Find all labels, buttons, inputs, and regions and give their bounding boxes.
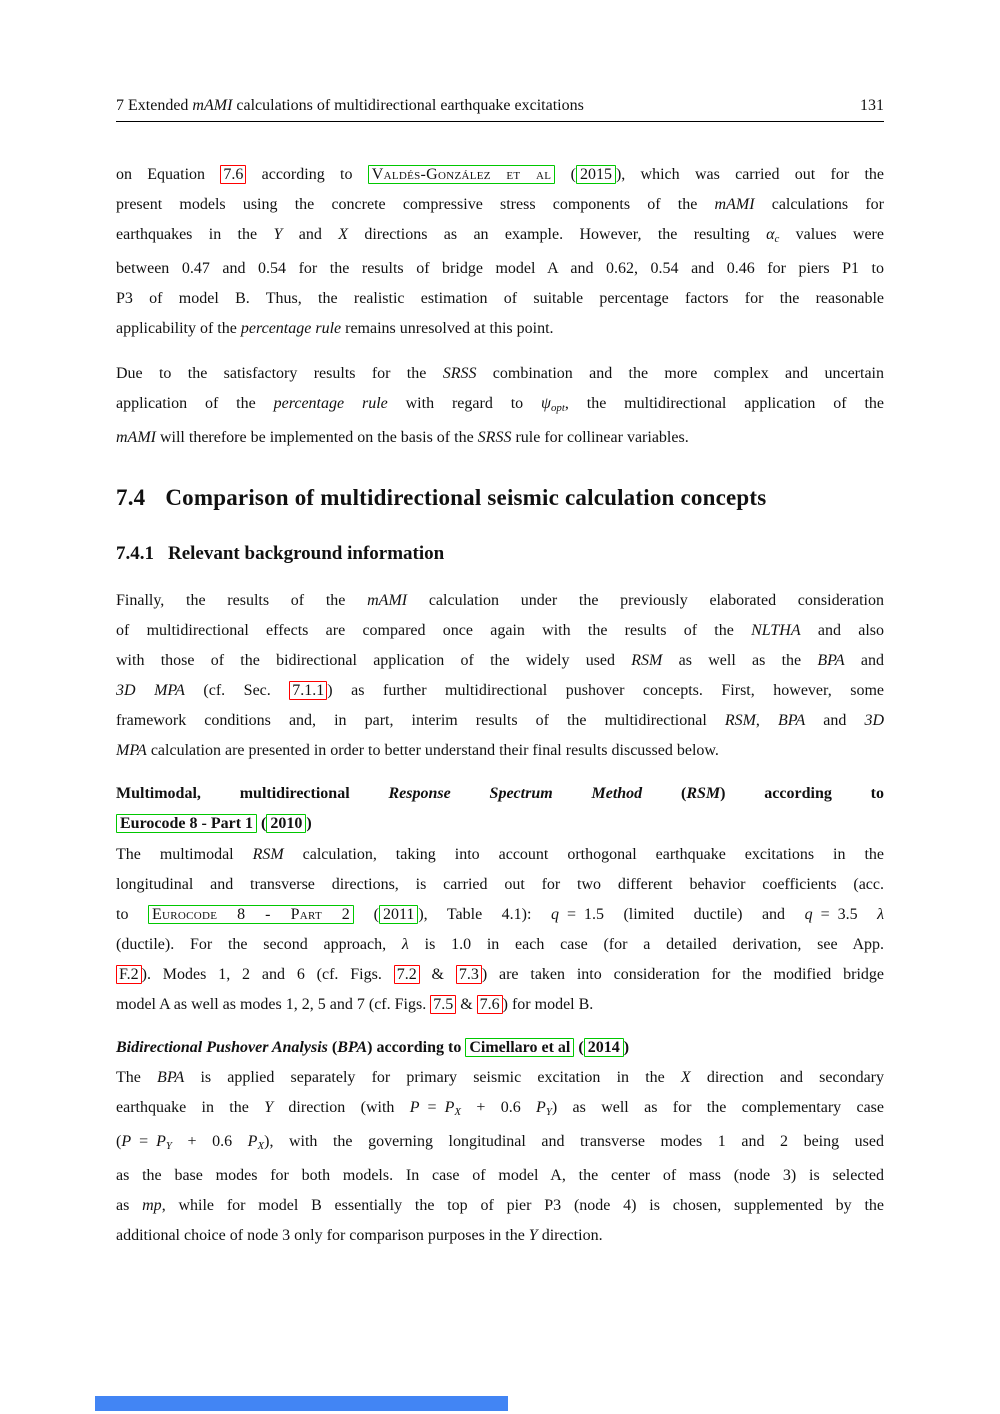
paragraph — [116, 160, 884, 344]
text-segment: mAMI — [192, 97, 233, 114]
text-line — [116, 1093, 884, 1127]
text-segment: and — [282, 226, 339, 243]
text-segment: of multidirectional effects are compared once again with the results of the — [116, 622, 752, 639]
subsection-heading — [116, 542, 884, 566]
reference-link[interactable]: 7.6 — [220, 165, 246, 184]
text-segment: The multimodal — [116, 846, 253, 863]
text-segment: P — [409, 1099, 420, 1116]
text-line — [116, 254, 884, 284]
text-segment: ( — [116, 1133, 122, 1150]
header-title — [116, 96, 584, 116]
text-line — [116, 389, 884, 423]
text-segment: direction (with — [273, 1099, 410, 1116]
text-segment: P — [536, 1099, 546, 1116]
paragraph — [116, 1063, 884, 1251]
paragraph-heading — [116, 1033, 884, 1063]
text-segment: (cf. Sec. — [184, 682, 290, 699]
text-segment: X — [454, 1106, 461, 1118]
citation-link[interactable]: Eurocode 8 - Part 2 — [148, 905, 354, 924]
text-line — [116, 736, 884, 766]
text-segment: = — [812, 906, 838, 923]
text-line — [116, 586, 884, 616]
text-segment: to — [116, 906, 148, 923]
text-segment: is 1.0 in each case (for a detailed derivation, see App. — [408, 936, 884, 953]
text-line — [116, 220, 884, 254]
text-segment: 3D MPA — [116, 682, 185, 699]
text-segment: λ — [401, 936, 409, 953]
text-line — [116, 676, 884, 706]
text-line — [116, 930, 884, 960]
text-segment: ) for model B. — [502, 996, 594, 1013]
text-line — [116, 314, 884, 344]
text-segment: c — [774, 233, 780, 245]
text-line — [116, 1161, 884, 1191]
text-segment: BPA — [157, 1069, 185, 1086]
text-segment: Y — [165, 1140, 172, 1152]
text-segment: on Equation — [116, 166, 221, 183]
text-line — [116, 646, 884, 676]
section-heading — [116, 483, 884, 513]
bottom-highlight-bar — [95, 1396, 508, 1411]
text-segment: opt — [550, 402, 565, 414]
text-line — [116, 423, 884, 453]
text-segment: SRSS — [442, 365, 477, 382]
text-segment: (ductile). For the second approach, — [116, 936, 402, 953]
text-line — [116, 190, 884, 220]
text-segment: Bidirectional Pushover Analysis — [116, 1039, 328, 1056]
text-segment: ( — [574, 1039, 584, 1056]
citation-link[interactable]: 2015 — [576, 165, 616, 184]
text-segment: mp — [142, 1197, 162, 1214]
text-segment: Finally, the results of the — [116, 592, 368, 609]
text-segment: RSM — [686, 785, 721, 802]
text-segment: applicability of the — [116, 320, 241, 337]
citation-link[interactable]: Valdés-González et al — [368, 165, 556, 184]
text-segment: between 0.47 and 0.54 for the results of bridge model A and 0.62, 0.54 and 0.46 for piers P1 to — [116, 260, 884, 277]
text-segment: Y — [545, 1106, 552, 1118]
text-segment: as well as the — [662, 652, 818, 669]
text-segment: percentage rule — [240, 320, 342, 337]
text-segment: The — [116, 1069, 158, 1086]
text-segment: BPA — [777, 712, 806, 729]
text-segment: model A as well as modes 1, 2, 5 and 7 (cf. Figs. — [116, 996, 431, 1013]
text-segment: application of the — [116, 395, 274, 412]
text-segment: ), Table 4.1): — [418, 906, 551, 923]
text-segment: as — [116, 1197, 143, 1214]
text-segment: X — [338, 226, 348, 243]
text-segment: = — [419, 1099, 445, 1116]
text-segment: MPA — [116, 742, 147, 759]
text-segment: ) according to — [367, 1039, 466, 1056]
text-segment: 3D — [864, 712, 885, 729]
text-segment: Y — [264, 1099, 274, 1116]
text-segment: framework conditions and, in part, interim results of the multidirectional — [116, 712, 725, 729]
reference-link[interactable]: F.2 — [116, 965, 142, 984]
text-line — [116, 1191, 884, 1221]
text-segment: will therefore be implemented on the basis of the — [155, 429, 478, 446]
heading-title: Comparison of multidirectional seismic calculation concepts — [165, 485, 767, 510]
page-number: 131 — [860, 97, 884, 114]
text-segment: ( — [642, 785, 687, 802]
text-line — [116, 840, 884, 870]
text-segment: and also — [800, 622, 885, 639]
text-segment: present models using the concrete compressive stress components of the — [116, 196, 715, 213]
text-segment: calculation under the previously elaborated consideration — [407, 592, 884, 609]
reference-link[interactable]: 7.2 — [394, 965, 420, 984]
reference-link[interactable]: 7.3 — [456, 965, 482, 984]
text-segment: longitudinal and transverse directions, is carried out for two different behavior coefficients (acc. — [116, 876, 884, 893]
text-segment: ) according to — [720, 785, 885, 802]
heading-number: 7.4 — [116, 485, 146, 510]
text-segment: direction and secondary — [690, 1069, 885, 1086]
text-segment: 3.5 — [837, 906, 878, 923]
text-segment: + 0.6 — [171, 1133, 248, 1150]
paragraph — [116, 586, 884, 766]
text-segment: with regard to — [387, 395, 542, 412]
paragraph — [116, 840, 884, 1020]
text-segment: directions as an example. However, the resulting — [347, 226, 767, 243]
text-segment: 7 Extended — [116, 97, 193, 114]
text-segment: , while for model B essentially the top of pier P3 (node 4) is chosen, supplemented by the — [161, 1197, 884, 1214]
text-line — [116, 990, 884, 1020]
text-line — [116, 1063, 884, 1093]
citation-link[interactable]: Eurocode 8 - Part 1 — [116, 814, 257, 833]
text-segment: SRSS — [477, 429, 512, 446]
paragraph — [116, 359, 884, 453]
text-line — [116, 870, 884, 900]
content — [116, 160, 884, 1251]
text-segment: RSM — [631, 652, 663, 669]
text-segment: ) are taken into consideration for the modified bridge — [481, 966, 885, 983]
text-segment: direction. — [537, 1227, 603, 1244]
text-segment: BPA — [817, 652, 845, 669]
text-segment: X — [680, 1069, 691, 1086]
text-segment: P3 of model B. Thus, the realistic estimation of suitable percentage factors for the reasonable — [116, 290, 884, 307]
text-segment: NLTHA — [751, 622, 801, 639]
text-segment: calculations of multidirectional earthquake excitations — [232, 97, 584, 114]
text-segment: , the multidirectional application of the — [564, 395, 884, 412]
text-segment: α — [766, 226, 775, 243]
paragraph-heading — [116, 779, 884, 839]
text-segment: Due to the satisfactory results for the — [116, 365, 443, 382]
text-segment: BPA — [337, 1039, 368, 1056]
reference-link[interactable]: 7.6 — [477, 995, 503, 1014]
text-line — [116, 1127, 884, 1161]
text-segment: Y — [273, 226, 283, 243]
text-line — [116, 706, 884, 736]
text-segment: calculations for — [754, 196, 884, 213]
text-segment: ψ — [541, 395, 551, 412]
text-segment: as the base modes for both models. In case of model A, the center of mass (node 3) is selected — [116, 1167, 884, 1184]
text-segment: & — [419, 966, 456, 983]
text-line — [116, 779, 884, 809]
text-segment: mAMI — [367, 592, 408, 609]
text-segment: additional choice of node 3 only for comparison purposes in the — [116, 1227, 529, 1244]
citation-link[interactable]: 2011 — [379, 905, 418, 924]
text-segment: ( — [327, 1039, 338, 1056]
text-segment: mAMI — [714, 196, 755, 213]
text-line — [116, 809, 884, 839]
text-segment: & — [456, 996, 477, 1013]
content-column — [116, 96, 884, 1251]
reference-link[interactable]: 7.1.1 — [289, 681, 327, 700]
text-segment: Multimodal, multidirectional — [116, 785, 389, 802]
text-segment: ( — [354, 906, 379, 923]
text-segment: q — [804, 906, 813, 923]
text-segment: calculation, taking into account orthogonal earthquake excitations in the — [283, 846, 884, 863]
text-segment: ) — [623, 1039, 630, 1056]
text-segment: percentage rule — [273, 395, 388, 412]
text-segment: RSM — [252, 846, 284, 863]
text-segment: ). Modes 1, 2 and 6 (cf. Figs. — [141, 966, 394, 983]
text-line — [116, 1221, 884, 1251]
citation-link[interactable]: 2010 — [266, 814, 306, 833]
text-segment: is applied separately for primary seismic excitation in the — [184, 1069, 681, 1086]
text-segment: , — [755, 712, 778, 729]
reference-link[interactable]: 7.5 — [430, 995, 456, 1014]
text-segment: mAMI — [116, 429, 156, 446]
text-segment: remains unresolved at this point. — [341, 320, 554, 337]
running-header — [116, 96, 884, 122]
text-segment: rule for collinear variables. — [511, 429, 689, 446]
text-segment: X — [257, 1140, 265, 1152]
text-segment: = — [558, 906, 584, 923]
text-line — [116, 900, 884, 930]
heading-number: 7.4.1 — [116, 543, 154, 564]
text-segment: q — [550, 906, 559, 923]
text-line — [116, 284, 884, 314]
text-segment: calculation are presented in order to better understand their final results discussed below. — [146, 742, 719, 759]
text-segment: earthquake in the — [116, 1099, 265, 1116]
text-segment: ), which was carried out for the — [615, 166, 885, 183]
text-segment: and — [805, 712, 865, 729]
heading-title: Relevant background information — [168, 543, 445, 564]
text-line — [116, 616, 884, 646]
text-segment: P — [156, 1133, 166, 1150]
text-segment: with those of the bidirectional application of the widely used — [116, 652, 632, 669]
text-segment: λ — [877, 906, 885, 923]
text-segment: Y — [528, 1227, 538, 1244]
text-segment: according to — [246, 166, 368, 183]
text-segment: and — [844, 652, 885, 669]
text-segment: 1.5 (limited ductile) and — [583, 906, 805, 923]
text-line — [116, 160, 884, 190]
text-line — [116, 1033, 884, 1063]
text-segment: P — [247, 1133, 258, 1150]
citation-link[interactable]: Cimellaro et al — [465, 1038, 574, 1057]
text-segment: P — [121, 1133, 132, 1150]
text-segment: ), with the governing longitudinal and transverse modes 1 and 2 being used — [264, 1133, 884, 1150]
text-segment: ( — [555, 166, 576, 183]
text-segment: + 0.6 — [461, 1099, 537, 1116]
text-segment: values were — [779, 226, 884, 243]
text-segment: earthquakes in the — [116, 226, 274, 243]
text-line — [116, 960, 884, 990]
text-segment: ( — [257, 815, 267, 832]
text-line — [116, 359, 884, 389]
text-segment: combination and the more complex and uncertain — [476, 365, 884, 382]
text-segment: ) as well as for the complementary case — [551, 1099, 885, 1116]
text-segment: ) as further multidirectional pushover concepts. First, however, some — [327, 682, 884, 699]
text-segment: P — [444, 1099, 455, 1116]
text-segment: = — [131, 1133, 157, 1150]
text-segment: RSM — [724, 712, 756, 729]
text-segment: ) — [306, 815, 312, 832]
text-segment: Response Spectrum Method — [388, 785, 643, 802]
citation-link[interactable]: 2014 — [584, 1038, 624, 1057]
